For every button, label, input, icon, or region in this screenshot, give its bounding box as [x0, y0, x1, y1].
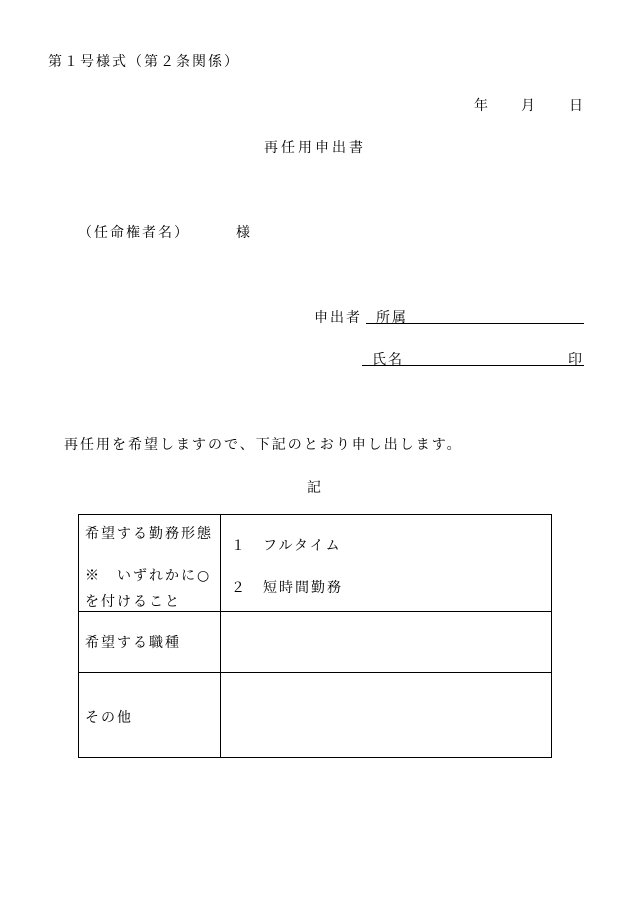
honorific-label: 様	[236, 225, 252, 241]
affiliation-label: 所属	[376, 310, 408, 326]
work-style-label-cell	[79, 515, 221, 612]
work-style-options-cell[interactable]	[221, 515, 552, 612]
date-month-label: 月	[521, 98, 537, 114]
job-type-label: 希望する職種	[85, 635, 181, 651]
job-type-row	[79, 612, 552, 673]
other-input-cell[interactable]	[221, 673, 552, 758]
application-table	[78, 514, 552, 758]
date-day-label: 日	[569, 98, 585, 114]
other-label-cell	[79, 673, 221, 758]
work-style-note-line1: ※ いずれかに○	[85, 568, 212, 584]
addressee-label: （任命権者名）	[78, 225, 190, 241]
work-style-label: 希望する勤務形態	[85, 526, 213, 542]
other-row	[79, 673, 552, 758]
document-title: 再任用申出書	[264, 140, 366, 156]
option-shorttime[interactable]: ２ 短時間勤務	[231, 580, 343, 596]
job-type-input-cell[interactable]	[221, 612, 552, 673]
work-style-note-line2: を付けること	[85, 594, 181, 610]
seal-label: 印	[568, 352, 584, 368]
ki-heading: 記	[307, 480, 323, 496]
option-fulltime[interactable]: １ フルタイム	[231, 538, 342, 554]
other-label: その他	[85, 710, 133, 726]
form-number-label: 第１号様式（第２条関係）	[48, 54, 240, 70]
statement-text: 再任用を希望しますので、下記のとおり申し出します。	[64, 437, 463, 453]
applicant-label: 申出者	[314, 310, 362, 326]
date-year-label: 年	[474, 98, 490, 114]
job-type-label-cell	[79, 612, 221, 673]
work-style-row	[79, 515, 552, 612]
name-label: 氏名	[372, 352, 404, 368]
